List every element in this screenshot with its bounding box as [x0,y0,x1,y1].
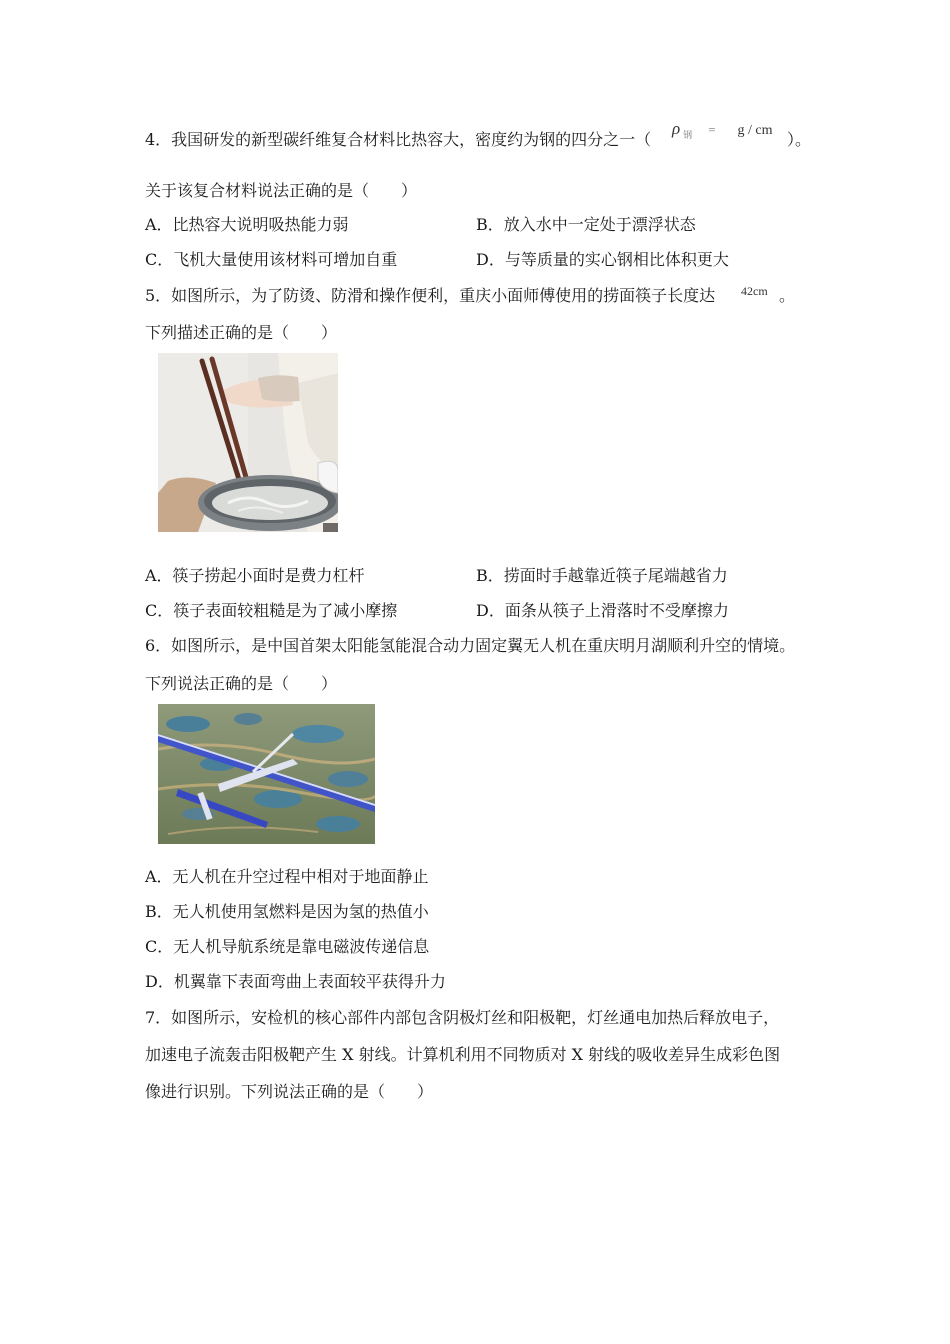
formula-rho: ρ [672,119,681,138]
formula-unit: g / cm [737,123,773,138]
q5-option-d: D．面条从筷子上滑落时不受摩擦力 [476,601,729,620]
q5-stem-end: 。 [779,286,796,305]
q5-stem-text: 5．如图所示，为了防烫、防滑和操作便利，重庆小面师傅使用的捞面筷子长度达 [145,286,716,305]
q4-stem-line1 [145,130,651,150]
q6-option-a: A．无人机在升空过程中相对于地面静止 [145,867,429,886]
q5-option-b: B．捞面时手越靠近筷子尾端越省力 [476,566,728,585]
q4-option-c: C．飞机大量使用该材料可增加自重 [145,250,398,269]
noodle-chopsticks-photo [158,353,338,532]
formula-equals: = [708,122,716,137]
q6-option-d: D．机翼靠下表面弯曲上表面较平获得升力 [145,972,446,991]
chopstick-length: 42cm [741,284,768,298]
q4-option-d: D．与等质量的实心钢相比体积更大 [476,250,729,269]
drone-photo [158,704,375,844]
q6-stem-line1: 6．如图所示，是中国首架太阳能氢能混合动力固定翼无人机在重庆明月湖顺利升空的情境。 [145,636,796,655]
q5-option-c: C．筷子表面较粗糙是为了减小摩擦 [145,601,398,620]
q6-stem-line2: 下列说法正确的是（ ） [145,674,338,693]
q6-option-b: B．无人机使用氢燃料是因为氢的热值小 [145,902,429,921]
q7-stem-line3: 像进行识别。下列说法正确的是（ ） [145,1082,434,1101]
q4-option-b: B．放入水中一定处于漂浮状态 [476,215,696,234]
q4-option-a: A．比热容大说明吸热能力弱 [145,215,349,234]
q4-stem-text: 4．我国研发的新型碳纤维复合材料比热容大，密度约为钢的四分之一（ [145,130,652,149]
q5-stem-line1 [145,286,715,306]
q5-stem-line2: 下列描述正确的是（ ） [145,323,338,342]
q4-stem-close: ）。 [787,130,812,149]
q4-stem-line2: 关于该复合材料说法正确的是（ ） [145,181,418,200]
q5-option-a: A．筷子捞起小面时是费力杠杆 [145,566,365,585]
q7-stem-line1: 7．如图所示，安检机的核心部件内部包含阴极灯丝和阳极靶，灯丝通电加热后释放电子， [145,1008,780,1027]
density-formula [672,119,773,139]
formula-subscript: 钢 [683,130,693,140]
q6-option-c: C．无人机导航系统是靠电磁波传递信息 [145,937,430,956]
q7-stem-line2: 加速电子流轰击阳极靶产生 X 射线。计算机利用不同物质对 X 射线的吸收差异生成彩色图 [145,1045,781,1064]
